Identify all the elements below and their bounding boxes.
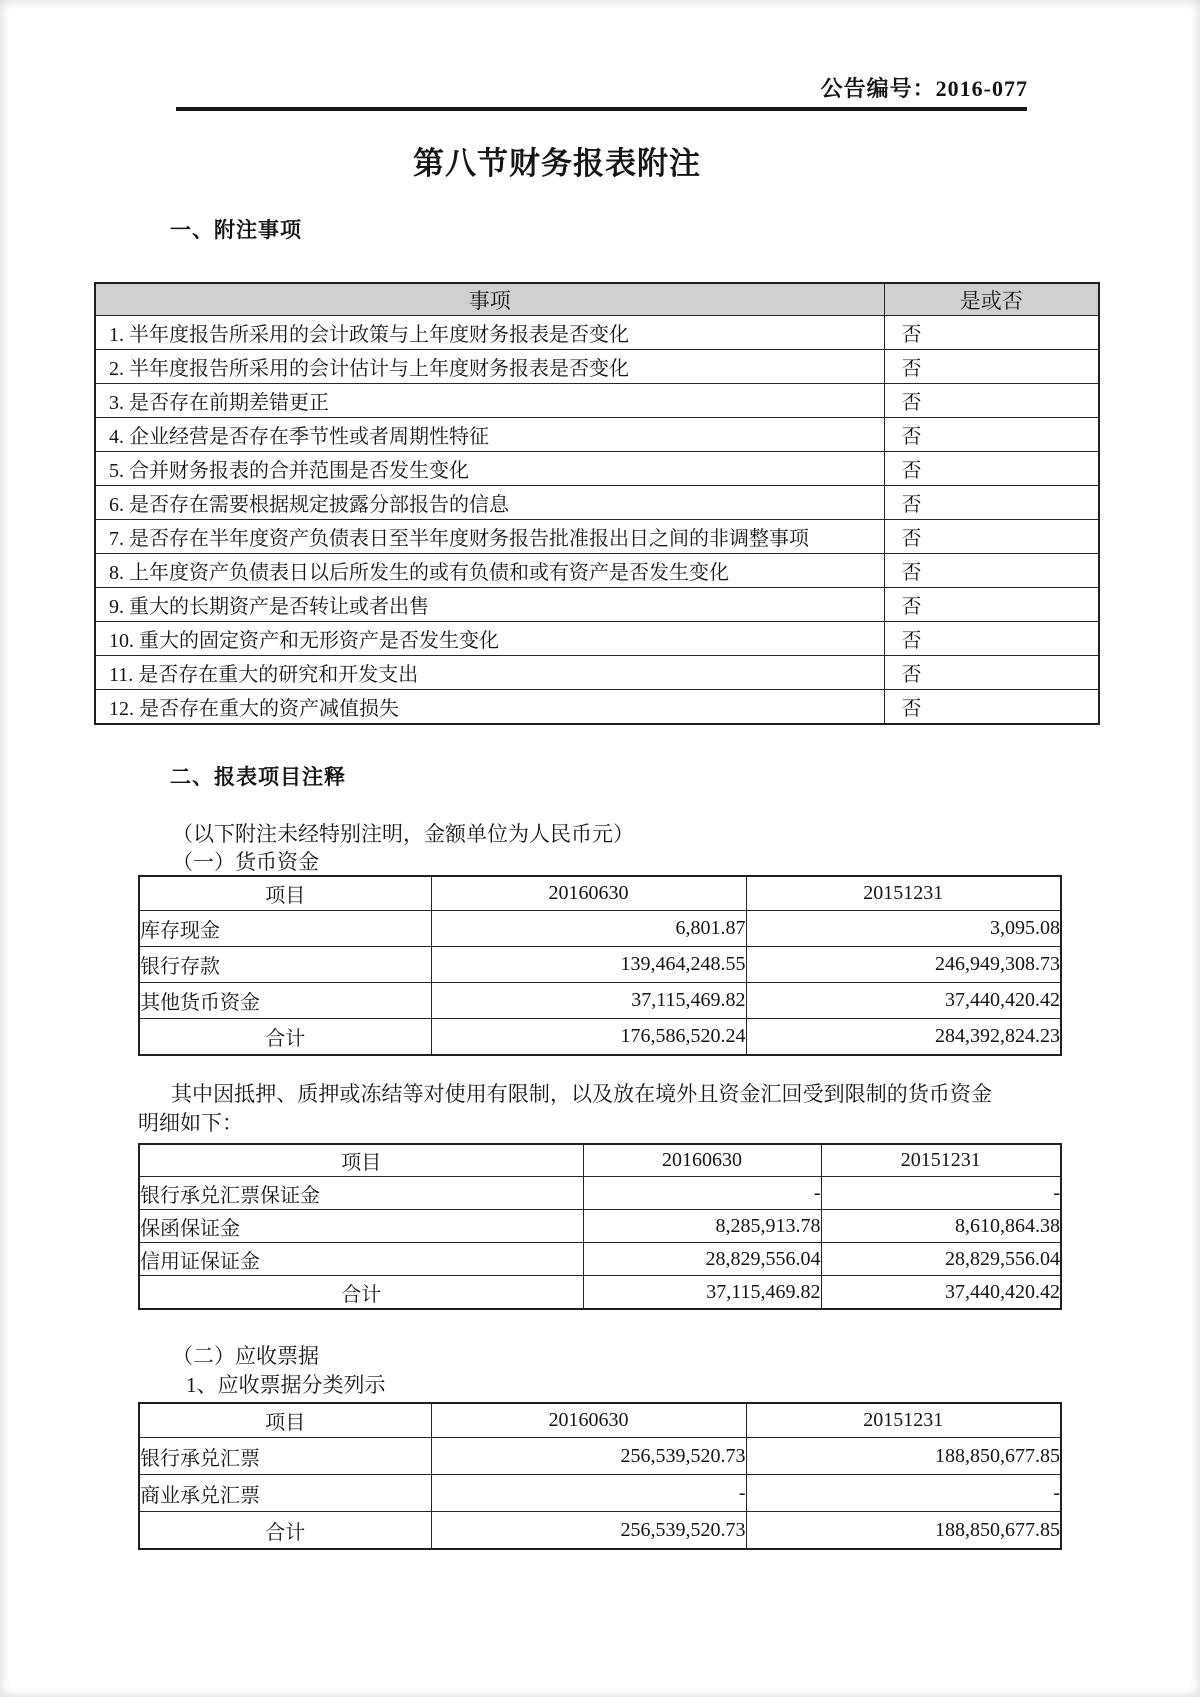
total-value-cell: 256,539,520.73 [431, 1512, 746, 1550]
value-cell: 37,440,420.42 [746, 983, 1061, 1019]
col-header-20160630: 20160630 [583, 1144, 821, 1177]
table-row [95, 452, 1099, 486]
table-row [95, 316, 1099, 350]
col-header-20160630: 20160630 [431, 1403, 746, 1438]
value-cell: 246,949,308.73 [746, 947, 1061, 983]
section-heading-items: 二、报表项目注释 [170, 765, 346, 789]
value-cell: 3,095.08 [746, 911, 1061, 947]
item-cell: 1. 半年度报告所采用的会计政策与上年度财务报表是否变化 [95, 316, 884, 350]
table-row [139, 1243, 1061, 1276]
doc-number: 公告编号：2016-077 [820, 76, 1028, 101]
subsection-heading-monetary-funds: （一）货币资金 [172, 850, 319, 874]
notes-matters-table [94, 282, 1100, 725]
label-cell: 银行承兑汇票 [139, 1438, 431, 1475]
table-row [95, 350, 1099, 384]
answer-cell: 否 [884, 656, 1099, 690]
col-header-20151231: 20151231 [746, 1403, 1061, 1438]
table-row [95, 690, 1099, 725]
notes-receivable-table [138, 1402, 1062, 1550]
total-row [139, 1019, 1061, 1056]
value-cell: 188,850,677.85 [746, 1438, 1061, 1475]
total-value-cell: 284,392,824.23 [746, 1019, 1061, 1056]
item-cell: 3. 是否存在前期差错更正 [95, 384, 884, 418]
answer-cell: 否 [884, 384, 1099, 418]
page-title: 第八节财务报表附注 [413, 146, 701, 181]
answer-cell: 否 [884, 690, 1099, 725]
table-header-row [139, 1144, 1061, 1177]
answer-cell: 否 [884, 452, 1099, 486]
label-cell: 库存现金 [139, 911, 431, 947]
answer-cell: 否 [884, 316, 1099, 350]
total-label-cell: 合计 [139, 1276, 583, 1310]
total-value-cell: 37,115,469.82 [583, 1276, 821, 1310]
table-row [95, 554, 1099, 588]
table-row [95, 656, 1099, 690]
section-heading-notes: 一、附注事项 [170, 218, 302, 242]
monetary-funds-table [138, 875, 1062, 1056]
item-cell: 7. 是否存在半年度资产负债表日至半年度财务报告批准报出日之间的非调整事项 [95, 520, 884, 554]
table-row [95, 486, 1099, 520]
table-row [95, 384, 1099, 418]
table-row [139, 983, 1061, 1019]
item-cell: 10. 重大的固定资产和无形资产是否发生变化 [95, 622, 884, 656]
value-cell: - [746, 1475, 1061, 1512]
label-cell: 银行存款 [139, 947, 431, 983]
table-row [139, 1210, 1061, 1243]
table-row [95, 622, 1099, 656]
label-cell: 其他货币资金 [139, 983, 431, 1019]
table-header-row [95, 283, 1099, 316]
col-header-yesno: 是或否 [884, 283, 1099, 316]
value-cell: - [431, 1475, 746, 1512]
answer-cell: 否 [884, 520, 1099, 554]
item-cell: 12. 是否存在重大的资产减值损失 [95, 690, 884, 725]
value-cell: 256,539,520.73 [431, 1438, 746, 1475]
subsection-heading-notes-receivable: （二）应收票据 [172, 1344, 319, 1368]
table-row [95, 418, 1099, 452]
value-cell: 8,610,864.38 [821, 1210, 1061, 1243]
item-cell: 8. 上年度资产负债表日以后所发生的或有负债和或有资产是否发生变化 [95, 554, 884, 588]
table-header-row [139, 876, 1061, 911]
notes-receivable-subheading: 1、应收票据分类列示 [186, 1373, 386, 1397]
item-cell: 4. 企业经营是否存在季节性或者周期性特征 [95, 418, 884, 452]
value-cell: 28,829,556.04 [583, 1243, 821, 1276]
label-cell: 信用证保证金 [139, 1243, 583, 1276]
value-cell: 37,115,469.82 [431, 983, 746, 1019]
value-cell: - [821, 1177, 1061, 1210]
table-row [95, 520, 1099, 554]
answer-cell: 否 [884, 486, 1099, 520]
col-header-item: 项目 [139, 1403, 431, 1438]
total-value-cell: 37,440,420.42 [821, 1276, 1061, 1310]
item-cell: 5. 合并财务报表的合并范围是否发生变化 [95, 452, 884, 486]
col-header-item: 事项 [95, 283, 884, 316]
col-header-20160630: 20160630 [431, 876, 746, 911]
label-cell: 商业承兑汇票 [139, 1475, 431, 1512]
total-row [139, 1512, 1061, 1550]
label-cell: 保函保证金 [139, 1210, 583, 1243]
restricted-funds-note: 其中因抵押、质押或冻结等对使用有限制，以及放在境外且资金汇回受到限制的货币资金明细如下： [138, 1082, 992, 1135]
total-label-cell: 合计 [139, 1512, 431, 1550]
answer-cell: 否 [884, 588, 1099, 622]
label-cell: 银行承兑汇票保证金 [139, 1177, 583, 1210]
table-header-row [139, 1403, 1061, 1438]
restricted-funds-table [138, 1143, 1062, 1310]
table-row [139, 1438, 1061, 1475]
answer-cell: 否 [884, 418, 1099, 452]
answer-cell: 否 [884, 622, 1099, 656]
total-label-cell: 合计 [139, 1019, 431, 1056]
value-cell: 28,829,556.04 [821, 1243, 1061, 1276]
item-cell: 11. 是否存在重大的研究和开发支出 [95, 656, 884, 690]
item-cell: 6. 是否存在需要根据规定披露分部报告的信息 [95, 486, 884, 520]
header-rule [176, 107, 1027, 111]
value-cell: - [583, 1177, 821, 1210]
table-row [139, 947, 1061, 983]
answer-cell: 否 [884, 554, 1099, 588]
item-cell: 2. 半年度报告所采用的会计估计与上年度财务报表是否变化 [95, 350, 884, 384]
table-row [139, 1475, 1061, 1512]
unit-note: （以下附注未经特别注明，金额单位为人民币元） [172, 822, 634, 846]
table-row [139, 911, 1061, 947]
total-value-cell: 188,850,677.85 [746, 1512, 1061, 1550]
table-row [139, 1177, 1061, 1210]
answer-cell: 否 [884, 350, 1099, 384]
item-cell: 9. 重大的长期资产是否转让或者出售 [95, 588, 884, 622]
col-header-item: 项目 [139, 876, 431, 911]
value-cell: 8,285,913.78 [583, 1210, 821, 1243]
table-row [95, 588, 1099, 622]
value-cell: 139,464,248.55 [431, 947, 746, 983]
col-header-20151231: 20151231 [746, 876, 1061, 911]
total-value-cell: 176,586,520.24 [431, 1019, 746, 1056]
col-header-20151231: 20151231 [821, 1144, 1061, 1177]
col-header-item: 项目 [139, 1144, 583, 1177]
value-cell: 6,801.87 [431, 911, 746, 947]
total-row [139, 1276, 1061, 1310]
